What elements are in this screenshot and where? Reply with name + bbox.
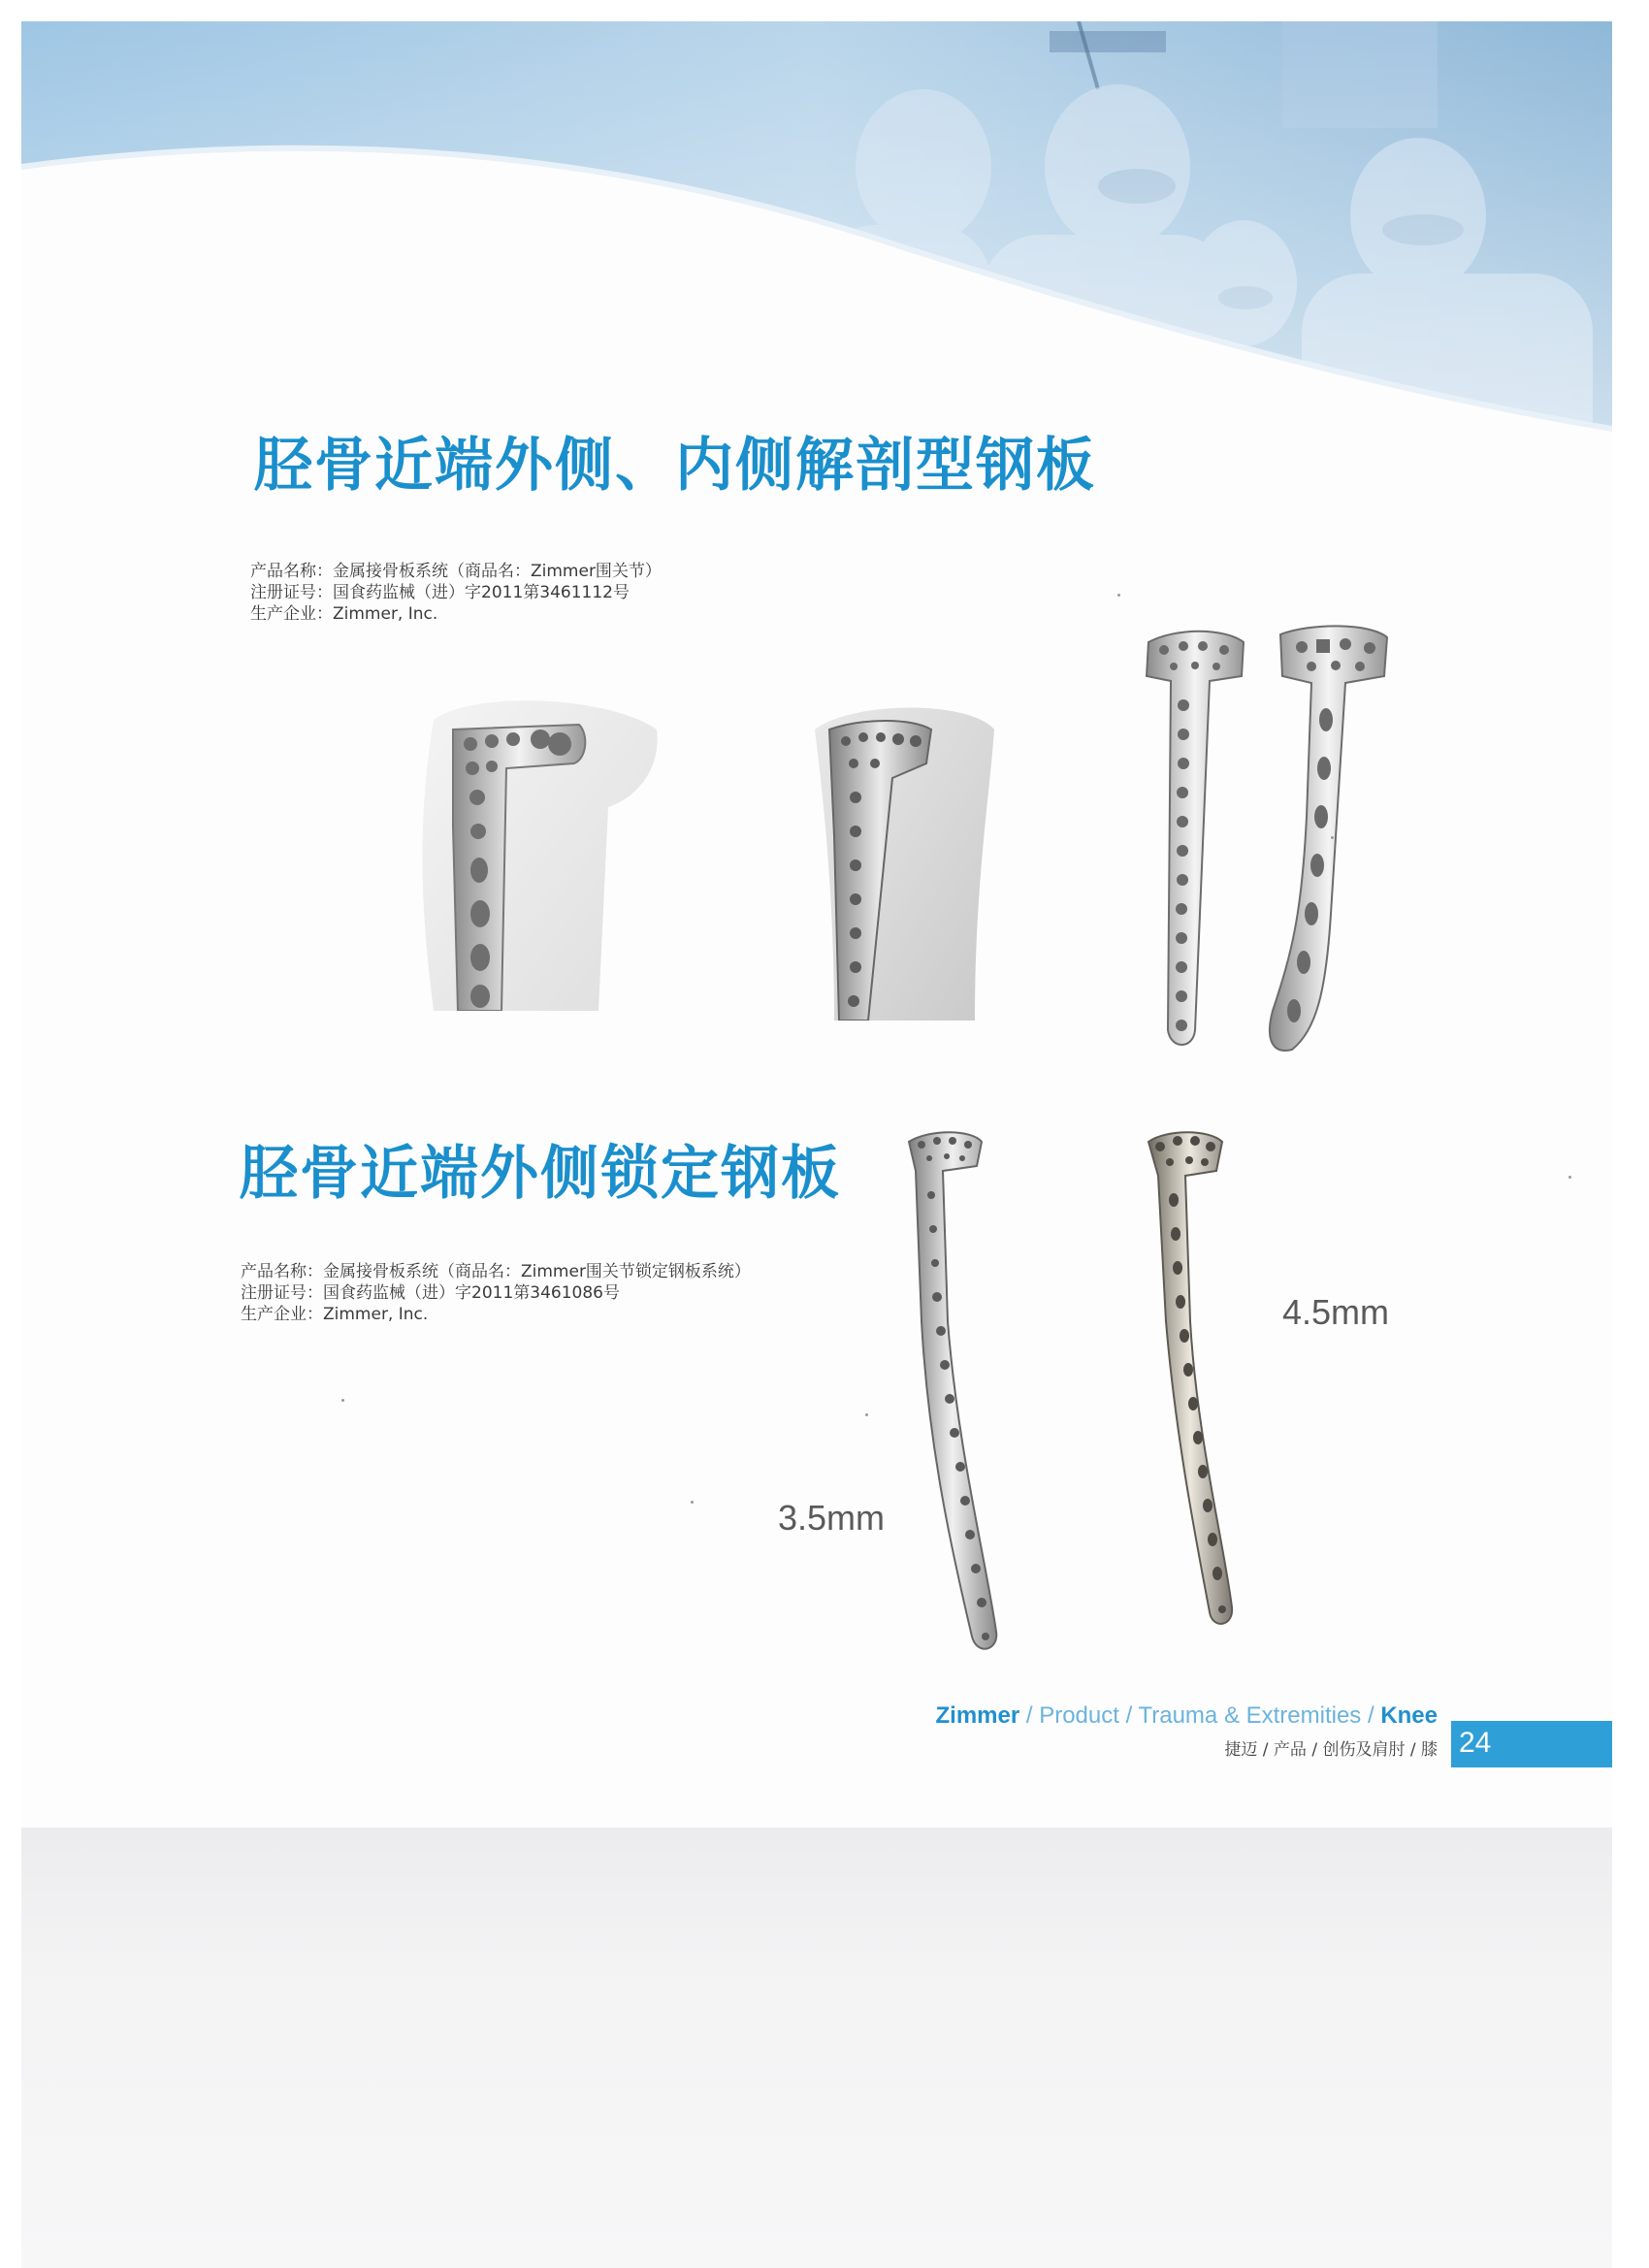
page-number: 24: [1459, 1727, 1492, 1759]
scan-speck: [341, 1399, 344, 1402]
scan-speck: [691, 1501, 694, 1504]
footer-category: Knee: [1380, 1702, 1438, 1729]
section2-product-name: 产品名称：金属接骨板系统（商品名：Zimmer围关节锁定钢板系统）: [241, 1262, 751, 1281]
section2-manufacturer: 生产企业：Zimmer, Inc.: [241, 1305, 429, 1324]
section1-product-info: [250, 561, 662, 625]
scan-speck: [1568, 1176, 1571, 1179]
medial-plate-on-tibia-image: [805, 691, 999, 1021]
footer-breadcrumb: [935, 1702, 1438, 1760]
scan-speck: [865, 1413, 868, 1416]
scan-background: [21, 1828, 1612, 2268]
section1-product-name: 产品名称：金属接骨板系统（商品名：Zimmer围关节）: [250, 562, 662, 581]
t-plates-image: [1137, 623, 1389, 1059]
brochure-page: [21, 21, 1612, 1828]
footer-breadcrumb-en: [935, 1702, 1438, 1730]
section1-manufacturer: 生产企业：Zimmer, Inc.: [250, 604, 438, 624]
scan-speck: [1117, 594, 1120, 597]
section2-product-info: [241, 1261, 751, 1325]
page-number-bar: [1451, 1721, 1612, 1767]
section2-title: 胫骨近端外侧锁定钢板: [240, 1140, 841, 1208]
scan-speck: [1331, 836, 1334, 839]
size-label-3-5mm: 3.5mm: [778, 1498, 886, 1538]
footer-path: / Product / Trauma & Extremities /: [1019, 1702, 1381, 1729]
locking-plate-4-5mm-image: [1137, 1127, 1253, 1632]
section2-registration-number: 注册证号：国食药监械（进）字2011第3461086号: [241, 1283, 620, 1303]
locking-plate-3-5mm-image: [904, 1127, 1020, 1661]
size-label-4-5mm: 4.5mm: [1282, 1292, 1390, 1332]
section1-registration-number: 注册证号：国食药监械（进）字2011第3461112号: [250, 583, 630, 602]
lateral-plate-on-tibia-image: [414, 691, 666, 1011]
hero-banner-image: [21, 21, 1612, 477]
section1-title: 胫骨近端外侧、内侧解剖型钢板: [254, 432, 1096, 500]
footer-breadcrumb-zh: 捷迈 / 产品 / 创伤及肩肘 / 膝: [1224, 1740, 1438, 1760]
footer-brand: Zimmer: [935, 1702, 1020, 1729]
